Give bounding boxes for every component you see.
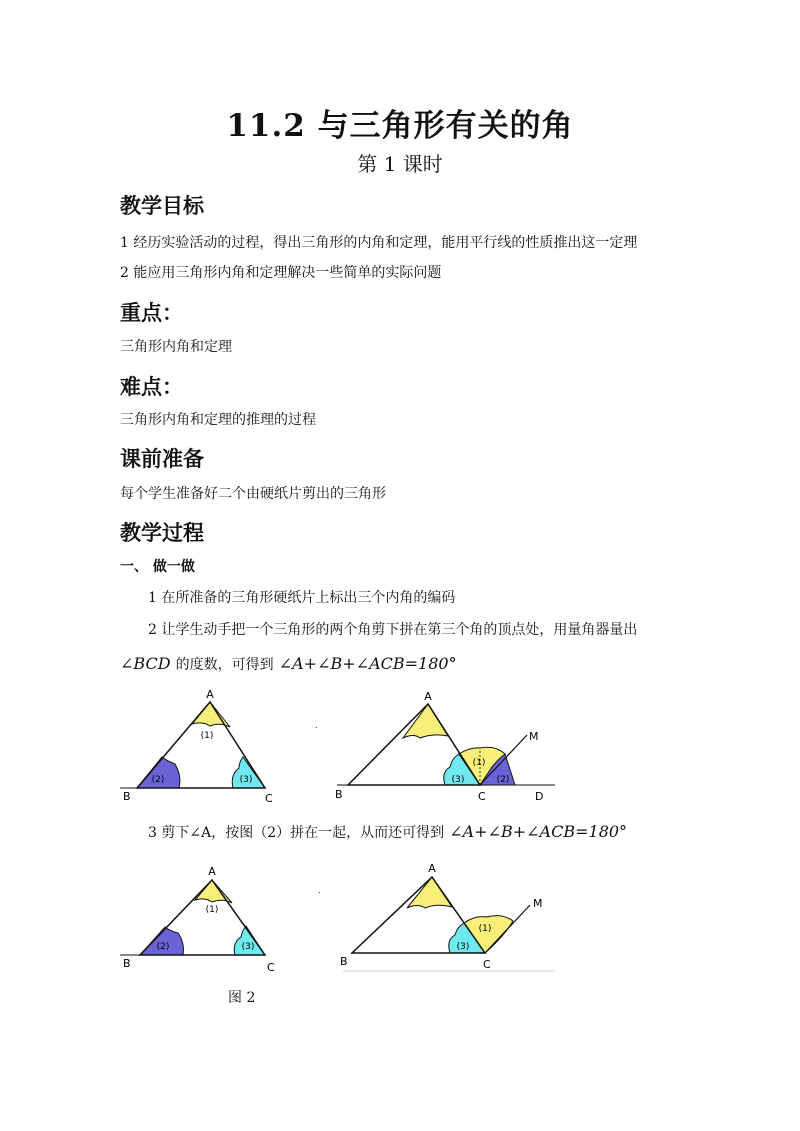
label-angle-3: (3): [456, 942, 470, 952]
triangle-figure-1b: [335, 690, 555, 803]
step1-item1: 1 在所准备的三角形硬纸片上标出三个内角的编码: [148, 590, 456, 606]
label-c: C: [478, 790, 486, 803]
angle-1-region: [407, 877, 452, 908]
label-b: B: [340, 955, 348, 968]
angle-1-region: [403, 704, 448, 738]
label-angle-3: (3): [241, 942, 255, 952]
figure-caption: 图 2: [228, 990, 256, 1006]
step1-item2-continuation: [120, 654, 457, 674]
label-angle-3: (3): [239, 775, 253, 785]
angle-sum-equation: ∠A+∠B+∠ACB=180°: [278, 654, 457, 673]
stray-dot: .: [318, 886, 321, 895]
label-a: A: [208, 865, 216, 878]
label-angle-1: (1): [200, 731, 214, 741]
label-angle-2: (2): [156, 942, 170, 952]
label-b: B: [123, 790, 131, 803]
process-heading: 教学过程: [120, 521, 204, 545]
label-m: M: [533, 897, 543, 910]
preparation-heading: 课前准备: [120, 447, 204, 471]
triangle-figure-2a: [120, 865, 275, 974]
step1-label: 一、 做一做: [120, 559, 195, 575]
label-a: A: [428, 862, 436, 875]
label-angle-1: (1): [205, 905, 219, 915]
step3-text: 3 剪下∠A，按图（2）拼在一起，从而还可得到: [148, 825, 445, 841]
label-d: D: [535, 790, 544, 803]
triangle-figure-2b: [340, 862, 555, 971]
triangle-figure-1a: [120, 690, 273, 805]
lesson-subtitle: 第 1 课时: [357, 152, 443, 176]
label-angle-3: (3): [451, 775, 465, 785]
figure-1-row: [115, 690, 565, 815]
step1-item2: 2 让学生动手把一个三角形的两个角剪下拼在第三个角的顶点处，用量角器量出: [148, 622, 638, 638]
preparation-text: 每个学生准备好二个由硬纸片剪出的三角形: [120, 486, 386, 502]
label-angle-2: (2): [151, 775, 165, 785]
difficulties-text: 三角形内角和定理的推理的过程: [120, 412, 316, 428]
angle-bcd-math: ∠BCD: [120, 654, 171, 673]
label-c: C: [483, 958, 491, 971]
document-title: 11.2 与三角形有关的角: [226, 108, 574, 144]
objective-item: 2 能应用三角形内角和定理解决一些简单的实际问题: [120, 265, 442, 281]
angle-sum-equation-2: ∠A+∠B+∠ACB=180°: [449, 822, 628, 841]
stray-dot: .: [315, 721, 318, 730]
step3-line: [148, 822, 627, 842]
figure-2-row: [115, 855, 565, 980]
label-b: B: [335, 788, 343, 801]
label-angle-2: (2): [496, 775, 510, 785]
label-c: C: [267, 961, 275, 974]
step1-item2-cont-text: 的度数，可得到: [175, 657, 274, 673]
label-a: A: [206, 690, 214, 701]
label-b: B: [123, 957, 131, 970]
label-angle-1: (1): [478, 924, 492, 934]
difficulties-heading: 难点：: [120, 375, 183, 399]
label-m: M: [529, 730, 539, 743]
objective-item: 1 经历实验活动的过程，得出三角形的内角和定理，能用平行线的性质推出这一定理: [120, 235, 638, 251]
label-angle-1: (1): [472, 758, 486, 768]
objectives-heading: 教学目标: [120, 194, 204, 218]
key-points-heading: 重点：: [120, 301, 183, 325]
label-c: C: [265, 792, 273, 805]
label-a: A: [424, 690, 432, 703]
key-points-text: 三角形内角和定理: [120, 339, 232, 355]
